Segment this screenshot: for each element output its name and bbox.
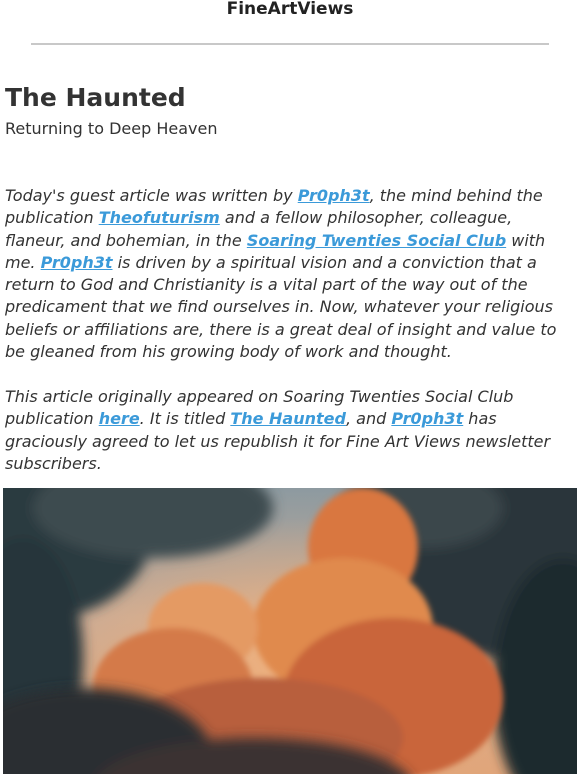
origin-text-3: , and [345,409,392,429]
site-name: FineArtViews [226,0,354,19]
intro-text-3: and a fellow philosopher, colleague, flaneur, and bohemian, in the [5,208,513,250]
intro-text-2: , the mind behind the publication [5,186,543,228]
header-divider [31,43,549,45]
author-link[interactable]: Pr0ph3t [297,186,370,205]
here-link[interactable]: here [98,409,140,429]
author-link-3[interactable]: Pr0ph3t [391,409,464,429]
intro-text-4: with me. [5,230,546,272]
origin-text-2: . It is titled [139,409,231,429]
intro-text-1: Today's guest article was written by [5,186,298,205]
author-link-2[interactable]: Pr0ph3t [40,252,113,272]
sunset-clouds-illustration [3,488,577,774]
origin-paragraph [5,386,577,475]
article-subtitle: Returning to Deep Heaven [5,119,218,138]
original-article-link[interactable]: The Haunted [230,409,346,429]
intro-text-5: is driven by a spiritual vision and a conviction that a return to God and Christianity is a vital part of the way out of the predicament that we find ourselves in. Now, whatever your religious beliefs or affiliations are, there is a great deal of insight and value to be gleaned from his growing body of work and thought. [5,252,557,362]
publication-link[interactable]: Theofuturism [98,208,220,228]
hero-image [3,488,577,774]
article-title: The Haunted [5,83,186,112]
origin-text-4: has graciously agreed to let us republish it for Fine Art Views newsletter subscribers. [5,409,551,473]
intro-paragraph [5,185,577,363]
origin-text-1: This article originally appeared on Soaring Twenties Social Club publication [5,387,514,429]
social-club-link[interactable]: Soaring Twenties Social Club [246,230,507,250]
